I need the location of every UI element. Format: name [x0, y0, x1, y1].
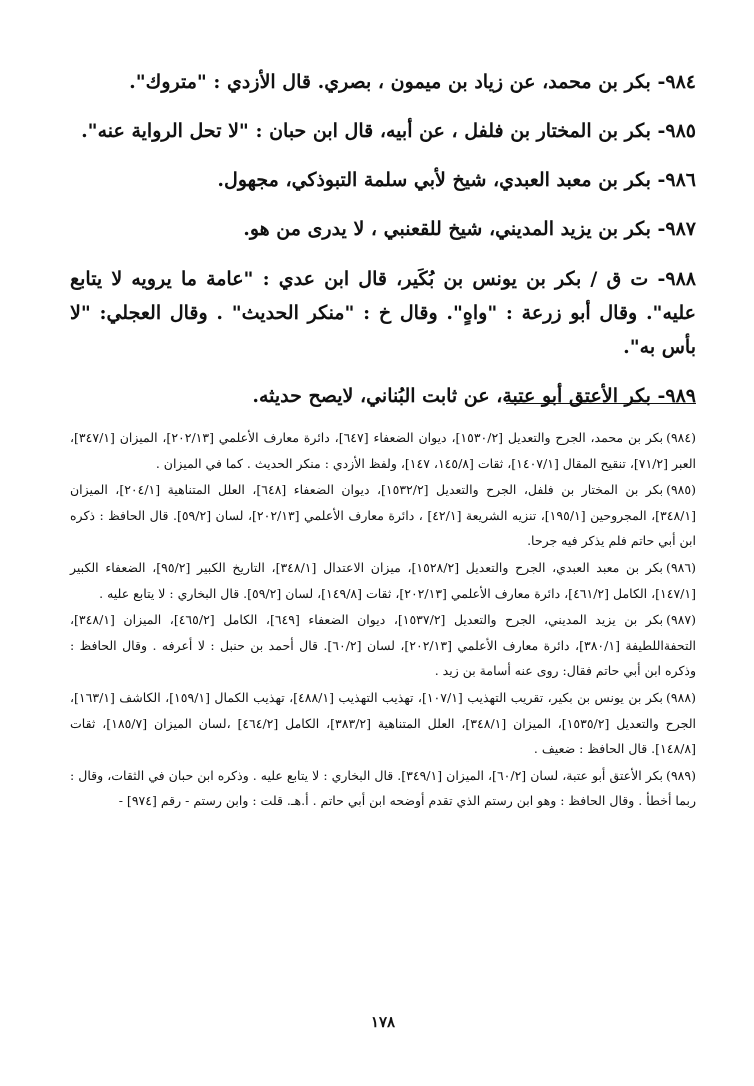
footnote-number: (٩٨٤) — [666, 430, 696, 445]
footnote-text: بكر الأعتق أبو عتبة، لسان [٦٠/٢]، الميزان [٣٤٩/١]. قال البخاري : لا يتابع عليه . وذكره ابن حبان في الثقات، وقال : ربما أخطأ . وقال الحافظ : وهو ابن رستم الذي تقدم أوضحه ابن أبي حاتم . أ.هـ. قلت : وابن رستم - رقم [٩٧٤] - — [70, 767, 696, 809]
entry-text: بكر الأعتق أبو عتبة، عن ثابت البُناني، لايصح حديثه. — [252, 385, 651, 407]
footnote-988 — [70, 685, 696, 762]
footnote-985 — [70, 477, 696, 554]
entry-number: ٩٨٧- — [657, 218, 696, 240]
footnote-number: (٩٨٩) — [666, 767, 696, 783]
entry-989 — [70, 374, 696, 419]
main-text — [70, 60, 696, 419]
footnote-number: (٩٨٧) — [666, 612, 697, 628]
footnote-text: بكر بن يزيد المديني، الجرح والتعديل [١٥٣٧/٢]، ديوان الضعفاء [٦٤٩]، الكامل [٤٦٥/٢]، الميزان [٣٤٨/١]، التحفةاللطيفة [٣٨٠/١]، دائرة معارف الأعلمي [٢٠٢/١٣]، لسان [٦٠/٢]. قال أحمد بن حنبل : لا أعرفه . وقال الحافظ : وذكره ابن أبي حاتم فقال: روى عنه أسامة بن زيد . — [70, 612, 697, 679]
entry-984 — [70, 60, 696, 105]
entry-988 — [70, 256, 696, 364]
footnote-number: (٩٨٦) — [666, 559, 696, 575]
page-number: ١٧٨ — [370, 1013, 396, 1031]
entry-985 — [70, 109, 696, 154]
footnote-number: (٩٨٨) — [666, 689, 696, 705]
entry-text: بكر بن محمد، عن زياد بن ميمون ، بصري. قال الأزدي : "متروك". — [129, 71, 651, 93]
footnote-text: بكر بن معبد العبدي، الجرح والتعديل [١٥٢٨/٢]، ميزان الاعتدال [٣٤٨/١]، التاريخ الكبير [٩٥/٢]، الضعفاء الكبير [١٤٧/١]، الكامل [٤٦١/٢]، دائرة معارف الأعلمي [٢٠٢/١٣]، ثقات [١٤٩/٨]، لسان [٥٩/٢]. قال البخاري : لا يتابع عليه . — [70, 559, 696, 601]
entry-number: ٩٨٤- — [657, 71, 696, 93]
entry-number: ٩٨٩- — [657, 385, 696, 407]
footnote-number: (٩٨٥) — [666, 482, 696, 498]
entry-986 — [70, 158, 696, 203]
footnote-987 — [70, 607, 696, 684]
page — [70, 60, 696, 1086]
footnotes — [70, 425, 696, 815]
footnote-separator — [506, 403, 696, 404]
entry-text: بكر بن يزيد المديني، شيخ للقعنبي ، لا يدرى من هو. — [243, 218, 651, 240]
footnote-text: بكر بن المختار بن فلفل، الجرح والتعديل [١٥٣٢/٢]، ديوان الضعفاء [٦٤٨]، العلل المتناهية [٢٠٤/١]، الميزان [٣٤٨/١]، المجروحين [١٩٥/١]، تنزيه الشريعة [٤٢/١] ، دائرة معارف الأعلمي [٢٠٢/١٣]، لسان [٥٩/٢]. قال الحافظ : ذكره ابن أبي حاتم فلم يذكر فيه جرحا. — [70, 482, 696, 549]
footnote-text: بكر بن يونس بن بكير، تقريب التهذيب [١٠٧/١]، تهذيب التهذيب [٤٨٨/١]، تهذيب الكمال [١٥٩/١]، الكاشف [١٦٣/١]، الجرح والتعديل [١٥٣٥/٢]، الميزان [٣٤٨/١]، العلل المتناهية [٣٨٣/٢]، الكامل [٤٦٤/٢] ،لسان الميزان [١٨٥/٧]، ثقات [١٤٨/٨]. قال الحافظ : ضعيف . — [70, 689, 696, 757]
footnote-986 — [70, 555, 696, 606]
entry-text: ت ق / بكر بن يونس بن بُكَير، قال ابن عدي : "عامة ما يرويه لا يتابع عليه". وقال أبو زرعة : "واهٍ". وقال خ : "منكر الحديث" . وقال العجلي: "لا بأس به". — [70, 268, 696, 358]
entry-number: ٩٨٥- — [657, 120, 696, 142]
footnote-984 — [70, 425, 696, 476]
entry-number: ٩٨٨- — [657, 268, 697, 290]
entry-number: ٩٨٦- — [657, 169, 696, 191]
entry-text: بكر بن معبد العبدي، شيخ لأبي سلمة التبوذكي، مجهول. — [217, 169, 651, 191]
entry-987 — [70, 207, 696, 252]
footnote-989 — [70, 763, 696, 814]
footnote-text: بكر بن محمد، الجرح والتعديل [١٥٣٠/٢]، ديوان الضعفاء [٦٤٧]، دائرة معارف الأعلمي [٢٠٢/١٣]، الميزان [٣٤٧/١]، العبر [٧١/٢]، تنقيح المقال [١٤٠٧/١]، ثقات [١٤٥/٨، ١٤٧]، ولفظ الأزدي : منكر الحديث . كما في الميزان . — [70, 430, 696, 471]
entry-text: بكر بن المختار بن فلفل ، عن أبيه، قال ابن حبان : "لا تحل الرواية عنه". — [81, 120, 651, 142]
